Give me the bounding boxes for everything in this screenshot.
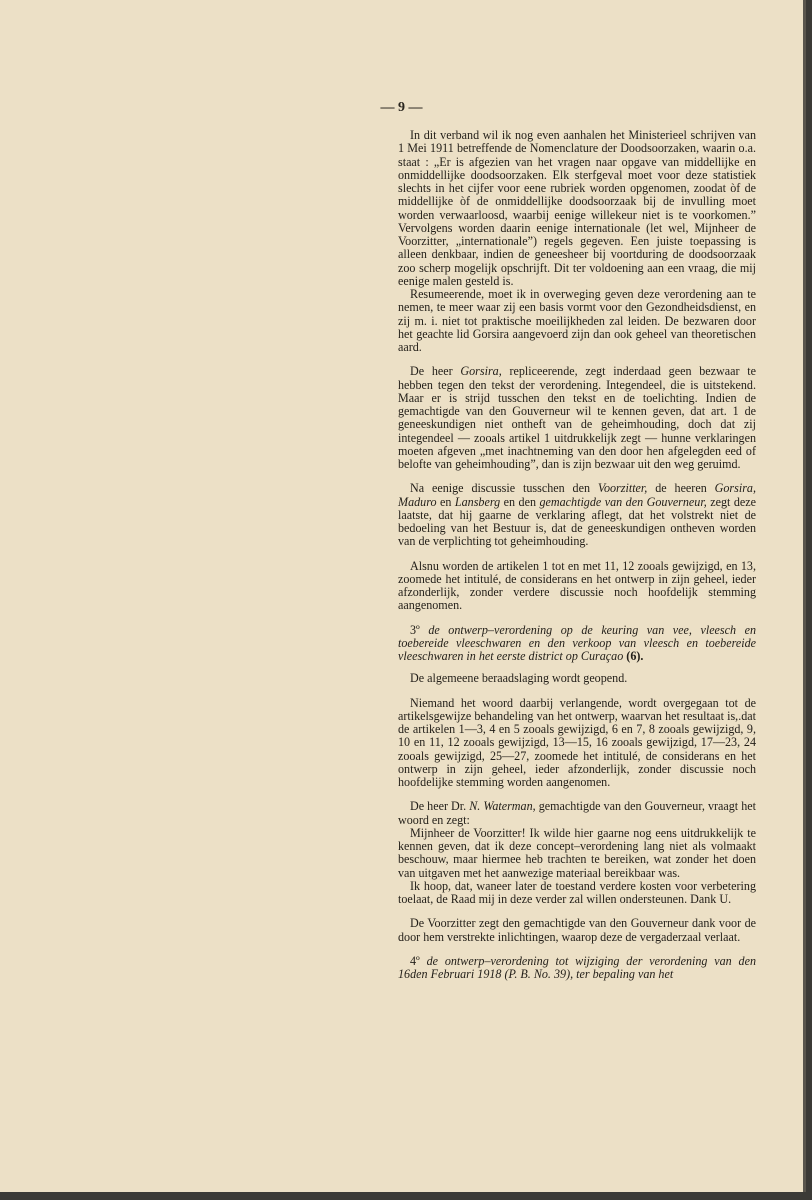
paragraph-gorsira-reply	[398, 365, 756, 471]
paragraph-waterman-intro	[398, 800, 756, 827]
speaker-name: gemachtigde van den Gouverneur,	[539, 494, 707, 509]
paragraph-summary: Resumeerende, moet ik in overweging geven deze verordening aan te nemen, te meer waar zij een basis vormt voor den Gezondheidsdienst, en zij m. i. niet tot praktische moeilijkheden zal leiden. De bezwaren door het geachte lid Gorsira aangevoerd zijn dan ook geheel van theoretischen aard.	[398, 287, 756, 354]
paragraph-article-treatment: Niemand het woord daarbij verlangende, wordt overgegaan tot de artikelsgewijze behandeling van het ontwerp, waarvan het resultaat is,.dat de artikelen 1—3, 4 en 5 zooals gewijzigd, 6 en 7, 8 zooals gewijzigd, 9, 10 en 11, 12 zooals gewijzigd, 13—15, 16 zooals gewijzigd, 17—23, 24 zooals gewijzigd, 25—27, zoomede het intitulé, de considerans en het ontwerp in zijn geheel, ieder afzonderlijk, zonder discussie noch hoofdelijke stemming worden aangenomen.	[398, 695, 756, 789]
speaker-name: Gorsira, Maduro	[398, 481, 756, 509]
paragraph-ministerial-letter: In dit verband wil ik nog even aanhalen het Ministerieel schrijven van 1 Mei 1911 betreffende de Nomenclature der Doodsoorzaken, waarin o.a. staat : „Er is afgezien van het vragen naar opgave van middellijke en onmiddellijke doodsoorzaken. Elk sterfgeval moet voor deze statistiek slechts in het cijfer voor eene rubriek worden opgenomen, zoodat òf de middellijke òf de onmiddellijke doodsoorzaak bij de invulling moet worden verwaarloosd, waarbij eenige willekeur niet is te voorkomen.” Vervolgens worden daarin eenige internationale (let wel, Mijnheer de Voorzitter, „internationale”) regels gegeven. Een juiste toepassing is alleen denkbaar, indien de geneesheer bij voortduring de doodsoorzaak zoo scherp mogelijk opschrijft. Dit ter voldoening aan een vraag, die mij eenige malen gesteld is.	[398, 128, 756, 288]
item-title: de ontwerp–verordening tot wijziging der verordening van den 16den Februari 1918 (P. B. No. 39), ter bepaling van het	[398, 953, 756, 981]
speaker-name: Lansberg	[454, 494, 501, 509]
paragraph-waterman-speech: Mijnheer de Voorzitter! Ik wilde hier gaarne nog eens uitdrukkelijk te kennen geven, dat ik deze concept–verordening lang niet als volmaakt beschouw, maar hiermee heb trachten te bereiken, wat zonder het doen van uitgaven met het aanwezige materiaal bereikbaar was.	[398, 825, 756, 880]
text-run: en	[436, 494, 455, 509]
speaker-name: Gorsira,	[460, 364, 502, 379]
item-title: de ontwerp–verordening op de keuring van vee, vleesch en toebereide vleeschwaren en den verkoop van vleesch en toebereide vleeschwaren in het eerste district op Curaçao	[398, 622, 756, 663]
paragraph-chairman-thanks: De Voorzitter zegt den gemachtigde van den Gouverneur dank voor de door hem verstrekte inlichtingen, waarop deze de vergaderzaal verlaat.	[398, 916, 756, 944]
text-run: en den	[500, 494, 540, 509]
text-run: gemachtigde van den Gouverneur, vraagt het woord en zegt:	[398, 799, 756, 827]
paragraph-waterman-hope: Ik hoop, dat, waneer later de toestand verdere kosten voor verbetering toelaat, de Raad mij in deze verder zal willen ondersteunen. Dank U.	[398, 878, 756, 906]
speaker-name: N. Waterman,	[469, 799, 536, 814]
agenda-item-3	[398, 624, 756, 664]
paragraph-deliberation-opened: De algemeene beraadslaging wordt geopend.	[410, 671, 628, 686]
paragraph-discussion	[398, 482, 756, 548]
speaker-name: Voorzitter,	[597, 481, 648, 496]
text-run: De heer Dr.	[410, 799, 470, 814]
item-number: 4º	[410, 953, 427, 968]
text-column	[398, 129, 756, 981]
paragraph-articles-adopted: Alsnu worden de artikelen 1 tot en met 11, 12 zooals gewijzigd, en 13, zoomede het intitulé, de considerans en het ontwerp in zijn geheel, ieder afzonderlijk, zonder verdere discussie noch hoofdelijk stemming aangenomen.	[398, 558, 756, 613]
text-run: De heer	[410, 364, 461, 379]
text-run: repliceerende, zegt inderdaad geen bezwaar te hebben tegen den tekst der verordening. Integendeel, die is uitstekend. Maar er is strijd tusschen den tekst en de toelichting. Indien de gemachtigde van den Gouverneur wil te kennen geven, dat art. 1 de geneeskundigen niet ontheft van de geheimhouding, doch dat zij integendeel — zooals artikel 1 uitdrukkelijk zegt — hunne verklaringen moeten afgeven „met inachtneming van den door hen afgelegden eed of belofte van geheimhouding”, dan is zijn bezwaar uit den weg geruimd.	[398, 364, 756, 471]
agenda-item-4	[398, 955, 756, 982]
page-number: — 9 —	[380, 100, 423, 115]
text-run: de heeren	[647, 481, 715, 496]
text-run: Na eenige discussie tusschen den	[410, 481, 598, 496]
text-run: zegt deze laatste, dat hij gaarne de verklaring aflegt, dat het volstrekt niet de bedoeling van het Bestuur is, dat de geneeskundigen ontheven worden van de verplichting tot geheimhouding.	[398, 494, 756, 549]
item-number: 3º	[410, 622, 429, 637]
item-reference: (6).	[623, 649, 644, 663]
